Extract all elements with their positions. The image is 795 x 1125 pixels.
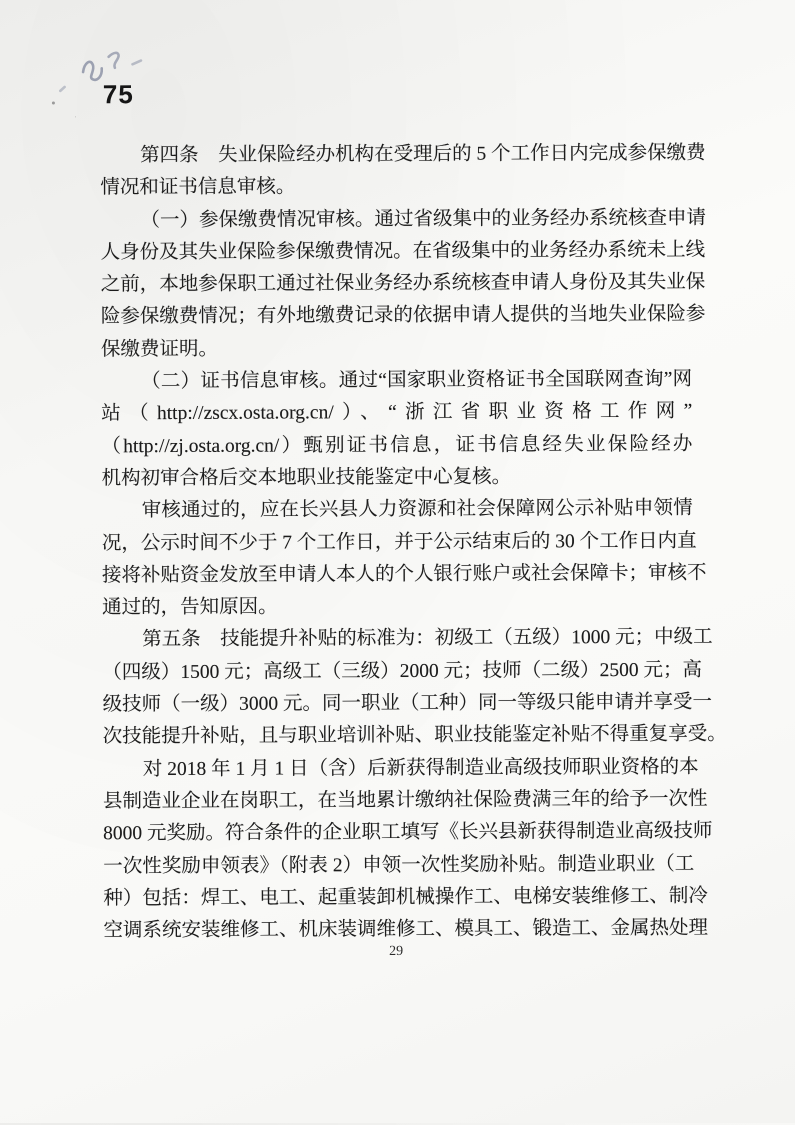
text-line: 况，公示时间不少于 7 个工作日，并于公示结束后的 30 个工作日内直 (101, 530, 697, 554)
text-line: 第四条 失业保险经办机构在受理后的 5 个工作日内完成参保缴费 (140, 142, 706, 167)
paragraph (101, 364, 693, 496)
text-line: 次技能提升补贴，且与职业培训补贴、职业技能鉴定补贴不得重复享受。 (102, 723, 727, 748)
text-line: 级技师（一级）3000 元。同一职业（工种）同一等级只能申请并享受一 (102, 691, 712, 716)
text-line: 险参保缴费情况；有外地缴费记录的依据申请人提供的当地失业保险参 (100, 304, 706, 328)
footer-page-number: 29 (389, 943, 404, 960)
text-line: 保缴费证明。 (100, 338, 219, 361)
text-line: 第五条 技能提升补贴的标准为：初级工（五级）1000 元；中级工 (142, 627, 713, 651)
paragraph (102, 751, 713, 947)
text-line: 8000 元奖励。符合条件的企业职工填写《长兴县新获得制造业高级技师 (103, 820, 713, 845)
text-line: 对 2018 年 1 月 1 日（含）后新获得制造业高级技师职业资格的本 (142, 756, 699, 780)
text-line: 接将补贴资金发放至申请人本人的个人银行账户或社会保障卡；审核不 (101, 562, 707, 587)
text-line: 一次性奖励申领表》（附表 2）申领一次性奖励补贴。制造业职业（工 (103, 853, 695, 877)
text-line: （二）证书信息审核。通过“国家职业资格证书全国联网查询”网 (141, 368, 693, 393)
text-line: 站（http://zscx.osta.org.cn/）、“浙江省职业资格工作网” (101, 401, 693, 425)
paragraph (100, 202, 706, 366)
text-line: （一）参保缴费情况审核。通过省级集中的业务经办系统核查申请 (140, 207, 706, 231)
text-line: 情况和证书信息审核。 (100, 176, 296, 199)
text-line: 之前，本地参保职工通过社保业务经办系统核查申请人身份及其失业保 (100, 271, 706, 296)
stamped-page-number: 75 (102, 79, 134, 110)
text-line: 机构初审合格后交本地职业技能鉴定中心复核。 (101, 466, 512, 490)
text-line: 人身份及其失业保险参保缴费情况。在省级集中的业务经办系统未上线 (100, 239, 706, 264)
text-line: 种）包括：焊工、电工、起重装卸机械操作工、电梯安装维修工、制冷 (103, 885, 708, 910)
text-line: 县制造业企业在岗职工，在当地累计缴纳社保险费满三年的给予一次性 (102, 788, 708, 813)
paragraph (101, 493, 707, 625)
text-line: （http://zj.osta.org.cn/）甄别证书信息，证书信息经失业保险经办 (101, 433, 693, 457)
paragraph (100, 138, 706, 205)
text-line: 审核通过的，应在长兴县人力资源和社会保障网公示补贴申领情 (141, 497, 693, 522)
document-body (100, 138, 727, 948)
paragraph (102, 622, 727, 754)
scan-speck (52, 102, 55, 105)
text-line: （四级）1500 元；高级工（三级）2000 元；技师（二级）2500 元；高 (102, 659, 703, 684)
text-line: 空调系统安装维修工、机床装调维修工、模具工、锻造工、金属热处理 (103, 917, 709, 942)
text-line: 通过的，告知原因。 (102, 596, 278, 619)
